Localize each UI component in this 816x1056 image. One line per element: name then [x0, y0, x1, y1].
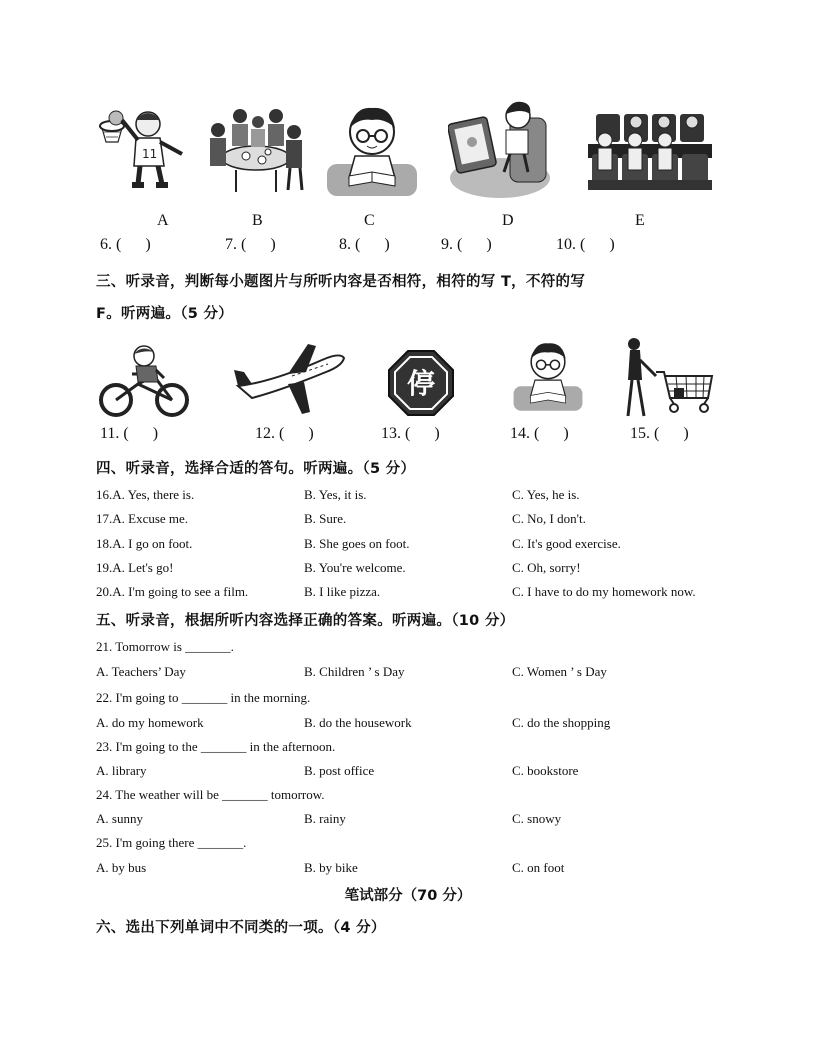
answer-blank-13[interactable]: 13. ( ) — [381, 425, 440, 442]
answer-blank-15[interactable]: 15. ( ) — [630, 425, 689, 442]
answer-blank-7[interactable]: 7. ( ) — [225, 236, 276, 253]
option-23a[interactable]: A. library — [96, 763, 147, 778]
answer-blank-10[interactable]: 10. ( ) — [556, 236, 615, 253]
airplane-icon — [232, 342, 348, 418]
option-20c[interactable]: C. I have to do my homework now. — [512, 584, 696, 599]
picture-label-b: B — [252, 212, 263, 229]
option-21b[interactable]: B. Children ’ s Day — [304, 664, 405, 679]
question-16-options — [96, 487, 736, 507]
question-23-options — [96, 763, 736, 783]
answer-blank-11[interactable]: 11. ( ) — [100, 425, 159, 442]
question-21: 21. Tomorrow is _______. — [96, 639, 234, 654]
option-23b[interactable]: B. post office — [304, 763, 375, 778]
option-18a[interactable]: 18.A. I go on foot. — [96, 536, 193, 551]
written-part-title: 笔试部分（70 分） — [344, 888, 472, 904]
picture-label-d: D — [502, 212, 514, 229]
question-19-options — [96, 560, 736, 580]
answer-blank-9[interactable]: 9. ( ) — [441, 236, 492, 253]
option-17a[interactable]: 17.A. Excuse me. — [96, 511, 189, 526]
option-20b[interactable]: B. I like pizza. — [304, 584, 381, 599]
option-17b[interactable]: B. Sure. — [304, 511, 347, 526]
option-24b[interactable]: B. rainy — [304, 811, 346, 826]
section3-heading-line2: F。听两遍。（5 分） — [96, 306, 234, 322]
option-24c[interactable]: C. snowy — [512, 811, 562, 826]
option-20a[interactable]: 20.A. I'm going to see a film. — [96, 584, 249, 599]
question-20-options — [96, 584, 736, 604]
option-17c[interactable]: C. No, I don't. — [512, 511, 586, 526]
question-23: 23. I'm going to the _______ in the afternoon. — [96, 739, 336, 754]
answer-blank-14[interactable]: 14. ( ) — [510, 425, 569, 442]
answer-blank-12[interactable]: 12. ( ) — [255, 425, 314, 442]
question-25-options — [96, 860, 736, 880]
svg-text:11: 11 — [142, 147, 158, 161]
option-25c[interactable]: C. on foot — [512, 860, 565, 875]
section4-heading: 四、听录音，选择合适的答句。听两遍。（5 分） — [96, 461, 416, 477]
option-19b[interactable]: B. You're welcome. — [304, 560, 406, 575]
picture-label-a: A — [157, 212, 169, 229]
option-16a[interactable]: 16.A. Yes, there is. — [96, 487, 195, 502]
section6-heading: 六、选出下列单词中不同类的一项。（4 分） — [96, 920, 386, 936]
answer-blank-8[interactable]: 8. ( ) — [339, 236, 390, 253]
option-19a[interactable]: 19.A. Let's go! — [96, 560, 174, 575]
question-17-options — [96, 511, 736, 531]
question-24-options — [96, 811, 736, 831]
picture-label-c: C — [364, 212, 375, 229]
question-25: 25. I'm going there _______. — [96, 835, 247, 850]
option-25a[interactable]: A. by bus — [96, 860, 147, 875]
answer-blank-6[interactable]: 6. ( ) — [100, 236, 151, 253]
family-dinner-icon — [206, 100, 306, 192]
boy-reading-icon — [325, 98, 419, 198]
boy-riding-bike-icon — [98, 344, 190, 418]
section5-heading: 五、听录音，根据所听内容选择正确的答案。听两遍。（10 分） — [96, 613, 515, 629]
option-18c[interactable]: C. It's good exercise. — [512, 536, 621, 551]
section3-heading-line1: 三、听录音，判断每小题图片与所听内容是否相符，相符的写 T，不符的写 — [96, 274, 586, 290]
option-16b[interactable]: B. Yes, it is. — [304, 487, 367, 502]
option-22a[interactable]: A. do my homework — [96, 715, 204, 730]
option-22b[interactable]: B. do the housework — [304, 715, 412, 730]
option-16c[interactable]: C. Yes, he is. — [512, 487, 580, 502]
shopping-cart-icon — [624, 336, 716, 418]
question-22: 22. I'm going to _______ in the morning. — [96, 690, 311, 705]
option-18b[interactable]: B. She goes on foot. — [304, 536, 410, 551]
stop-sign-char: 停 — [406, 367, 436, 400]
boy-reading-icon-2 — [512, 332, 584, 416]
option-22c[interactable]: C. do the shopping — [512, 715, 611, 730]
boy-watching-tv-icon — [448, 98, 550, 200]
option-24a[interactable]: A. sunny — [96, 811, 143, 826]
basketball-player-icon — [98, 104, 190, 190]
option-21a[interactable]: A. Teachers’ Day — [96, 664, 186, 679]
option-21c[interactable]: C. Women ’ s Day — [512, 664, 607, 679]
cinema-audience-icon — [588, 108, 712, 190]
option-19c[interactable]: C. Oh, sorry! — [512, 560, 581, 575]
stop-sign-icon — [388, 350, 454, 416]
question-21-options — [96, 664, 736, 684]
question-18-options — [96, 536, 736, 556]
question-22-options — [96, 715, 736, 735]
question-24: 24. The weather will be _______ tomorrow. — [96, 787, 325, 802]
option-23c[interactable]: C. bookstore — [512, 763, 579, 778]
option-25b[interactable]: B. by bike — [304, 860, 358, 875]
picture-label-e: E — [635, 212, 645, 229]
